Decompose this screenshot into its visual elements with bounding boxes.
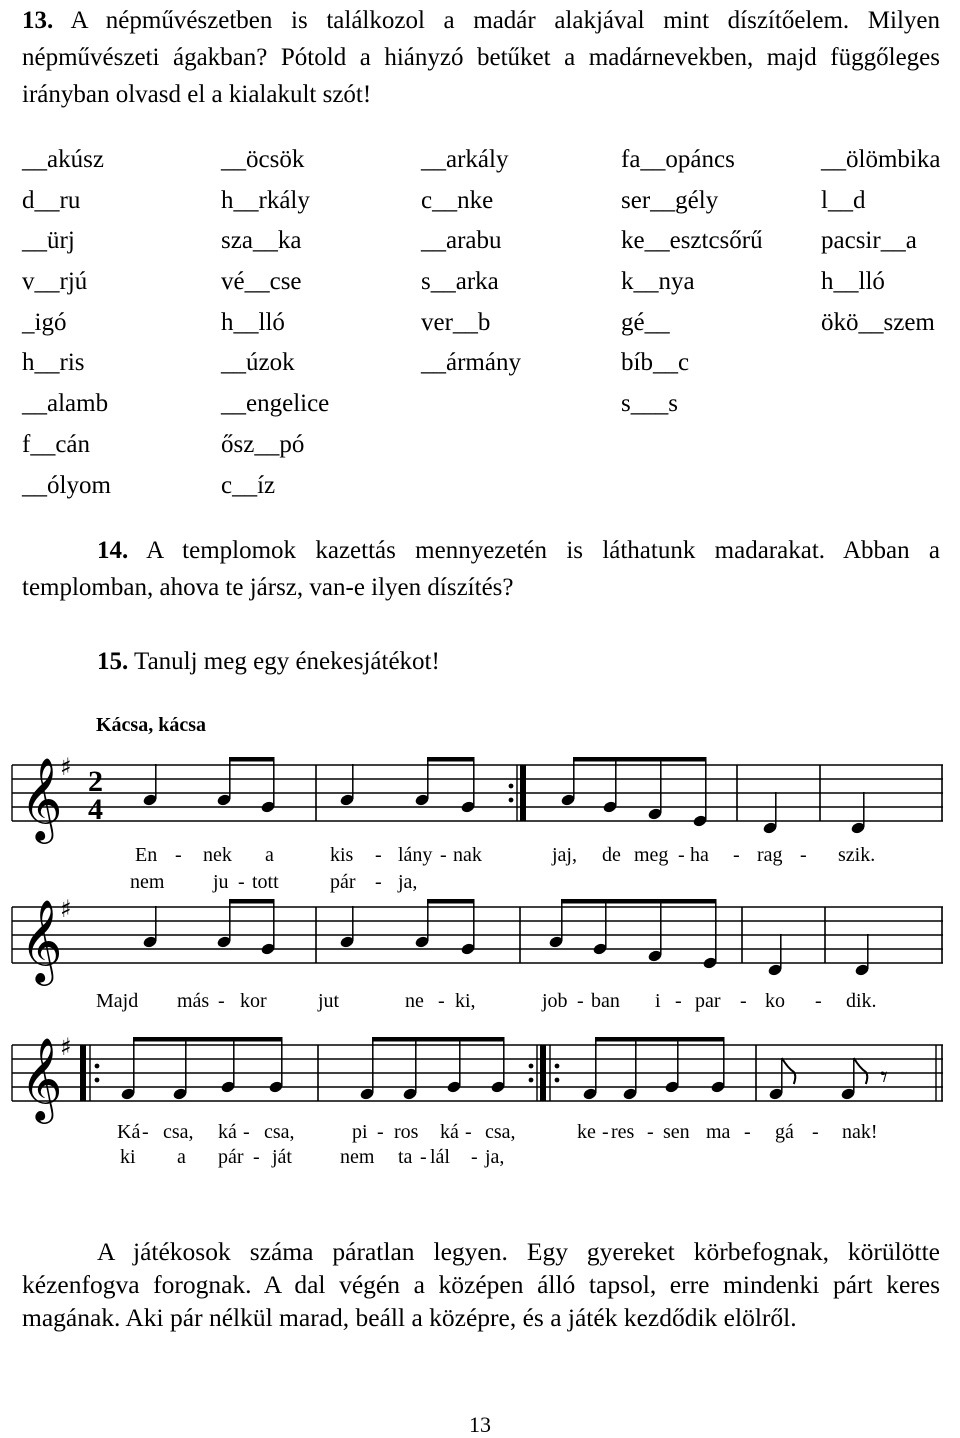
lyric-syllable: szik.: [838, 844, 876, 866]
bird-name-puzzle: ser__gély: [621, 186, 719, 214]
lyric-syllable: nem: [130, 871, 165, 893]
treble-clef-icon: 𝄞: [20, 898, 63, 982]
lyric-syllable: -: [218, 990, 225, 1012]
song-title: Kácsa, kácsa: [96, 714, 206, 736]
bird-name-puzzle: sza__ka: [221, 227, 302, 255]
note-beam: [427, 899, 475, 904]
lyric-syllable: a: [265, 844, 274, 866]
repeat-dot: [529, 1078, 534, 1083]
lyric-syllable: pár: [218, 1146, 244, 1168]
lyric-syllable: ká: [218, 1121, 237, 1143]
lyric-syllable: ko: [765, 990, 785, 1012]
lyric-syllable: -: [253, 1146, 260, 1168]
lyric-syllable: -: [678, 844, 685, 866]
bird-column-3: [421, 140, 521, 384]
bird-name-puzzle: __alamb: [22, 390, 109, 418]
page-number: 13: [469, 1412, 491, 1437]
bird-name-puzzle: __arkály: [421, 146, 509, 173]
repeat-dot: [95, 1078, 100, 1083]
lyric-syllable: -: [440, 844, 447, 866]
lyric-syllable: Ká: [117, 1121, 141, 1143]
bird-name-puzzle: __akúsz: [22, 146, 104, 173]
lyric-syllable: -: [377, 1121, 384, 1143]
task-13-number: 13.: [22, 7, 54, 34]
bird-column-1: [22, 140, 111, 506]
bird-name-puzzle: d__ru: [22, 186, 81, 214]
thick-barline: [520, 765, 526, 821]
lyric-syllable: ta: [398, 1146, 413, 1168]
bird-name-puzzle: h__lló: [821, 268, 885, 296]
lyric-syllable: -: [744, 1121, 751, 1143]
lyric-syllable: ban: [591, 990, 620, 1012]
lyric-syllable: jaj,: [552, 844, 577, 866]
lyric-syllable: -: [238, 871, 245, 893]
bird-name-puzzle: __ármány: [421, 349, 521, 377]
lyric-syllable: nak!: [842, 1121, 878, 1143]
lyric-syllable: tott: [252, 871, 279, 893]
lyric-syllable: -: [375, 844, 382, 866]
lyric-syllable: nem: [340, 1146, 375, 1168]
thick-barline: [80, 1045, 86, 1101]
task-15-text: Tanulj meg egy énekesjátékot!: [128, 648, 440, 675]
lyric-syllable: i: [655, 990, 661, 1012]
bird-name-puzzle: c__nke: [421, 186, 494, 214]
bird-name-puzzle: h__ris: [22, 349, 85, 377]
repeat-dot: [555, 1064, 560, 1069]
bird-name-puzzle: __úzok: [221, 349, 295, 377]
bird-name-puzzle: fa__opáncs: [621, 146, 735, 173]
note-beam: [561, 899, 717, 904]
bird-column-2: [221, 140, 329, 506]
task-15-number: 15.: [97, 648, 129, 675]
lyric-syllable: de: [602, 844, 621, 866]
music-staff-3: [0, 1015, 960, 1135]
bird-name-puzzle: vé__cse: [221, 268, 302, 296]
task-14-number: 14.: [97, 537, 129, 564]
lyric-syllable: csa,: [485, 1121, 516, 1143]
lyric-syllable: pár: [330, 871, 356, 893]
repeat-dot: [509, 798, 514, 803]
lyric-syllable: sen: [663, 1121, 690, 1143]
bird-name-puzzle: k__nya: [621, 268, 695, 296]
sharp-icon: ♯: [60, 895, 72, 923]
lyric-syllable: ját: [272, 1146, 292, 1168]
game-instructions-text: A játékosok száma páratlan legyen. Egy gyereket körbefognak, körülötte kézenfogva forognak. A dal végén a középen álló tapsol, erre mindenki párt keres magának. Aki pár nélkül marad, beáll a középre, és a játék kezdődik elölről.: [22, 1237, 940, 1332]
lyric-syllable: ha: [690, 844, 709, 866]
lyric-syllable: -: [602, 1121, 609, 1143]
lyric-syllable: -: [733, 844, 740, 866]
thick-barline: [540, 1045, 546, 1101]
lyric-syllable: ká: [440, 1121, 459, 1143]
bird-name-puzzle: ver__b: [421, 308, 491, 336]
repeat-dot: [529, 1064, 534, 1069]
lyric-syllable: ma: [706, 1121, 731, 1143]
lyric-syllable: ki,: [455, 990, 476, 1012]
lyric-syllable: par: [695, 990, 721, 1012]
bird-name-puzzle: ke__esztcsőrű: [621, 227, 763, 255]
bird-name-puzzle: __ölömbika: [821, 146, 941, 173]
lyric-syllable: En: [135, 844, 158, 866]
lyric-syllable: rag: [757, 844, 783, 866]
lyric-syllable: -: [800, 844, 807, 866]
lyric-syllable: -: [142, 1121, 149, 1143]
bird-name-puzzle: pacsir__a: [821, 227, 917, 255]
lyric-syllable: csa,: [264, 1121, 295, 1143]
lyric-syllable: -: [465, 1121, 472, 1143]
time-signature-top: 2: [88, 765, 103, 798]
sharp-icon: ♯: [60, 753, 72, 781]
lyric-syllable: -: [243, 1121, 250, 1143]
treble-clef-icon: 𝄞: [20, 756, 63, 840]
lyric-syllable: csa,: [163, 1121, 194, 1143]
lyric-syllable: lány: [398, 844, 433, 866]
lyric-syllable: -: [438, 990, 445, 1012]
bird-column-4: [621, 140, 763, 425]
eighth-rest-icon: 𝄾: [880, 1060, 888, 1095]
bird-name-puzzle: __ólyom: [22, 471, 111, 499]
lyric-syllable: -: [812, 1121, 819, 1143]
lyric-syllable: Majd: [96, 990, 139, 1012]
task-15: [22, 643, 940, 680]
bird-column-5: [821, 140, 940, 343]
repeat-dot: [95, 1064, 100, 1069]
lyric-syllable: -: [471, 1146, 478, 1168]
eighth-flag: [854, 1058, 868, 1084]
task-13: [22, 2, 940, 113]
lyric-syllable: -: [740, 990, 747, 1012]
task-14: [22, 532, 940, 606]
lyric-syllable: ja,: [485, 1146, 505, 1168]
task-14-text: A templomok kazettás mennyezetén is láthatunk madarakat. Abban a templomban, ahova te jársz, van-e ilyen díszítés?: [22, 537, 940, 601]
bird-name-puzzle: l__d: [821, 186, 866, 214]
note-beam: [133, 1037, 283, 1042]
bird-name-puzzle: s__arka: [421, 268, 499, 296]
bird-name-puzzle: __engelice: [221, 390, 330, 418]
note-beam: [573, 757, 707, 762]
lyric-syllable: gá: [775, 1121, 794, 1143]
bird-name-puzzle: s___s: [621, 390, 678, 418]
lyric-syllable: ki: [120, 1146, 136, 1168]
note-beam: [229, 899, 275, 904]
note-beam: [372, 1037, 505, 1042]
note-beam: [427, 757, 475, 762]
lyric-syllable: dik.: [846, 990, 877, 1012]
lyric-syllable: ros: [394, 1121, 419, 1143]
treble-clef-icon: 𝄞: [20, 1036, 63, 1120]
bird-name-puzzle: __arabu: [421, 227, 502, 255]
music-staff-1: [0, 735, 960, 855]
note-beam: [229, 757, 275, 762]
lyric-syllable: -: [675, 990, 682, 1012]
lyric-syllable: ne: [405, 990, 424, 1012]
lyric-syllable: pi: [352, 1121, 368, 1143]
repeat-dot: [555, 1078, 560, 1083]
lyric-syllable: lál: [430, 1146, 450, 1168]
time-signature-bottom: 4: [88, 793, 103, 826]
bird-name-puzzle: ősz__pó: [221, 430, 305, 458]
lyric-syllable: más: [177, 990, 210, 1012]
bird-name-puzzle: bíb__c: [621, 349, 690, 377]
lyric-syllable: ke: [577, 1121, 596, 1143]
lyric-syllable: res: [611, 1121, 635, 1143]
game-instructions: [22, 1235, 940, 1334]
bird-name-puzzle: gé__: [621, 308, 670, 336]
repeat-dot: [509, 784, 514, 789]
music-staff-2: [0, 877, 960, 997]
sharp-icon: ♯: [60, 1033, 72, 1061]
lyric-syllable: -: [175, 844, 182, 866]
task-13-text: A népművészetben is találkozol a madár alakjával mint díszítőelem. Milyen népművészeti ágakban? Pótold a hiányzó betűket a madárnevekben, majd függőleges irányban olvasd el a kialakult szót!: [22, 7, 940, 108]
lyric-syllable: -: [375, 871, 382, 893]
lyric-syllable: ju: [213, 871, 229, 893]
lyric-syllable: a: [177, 1146, 186, 1168]
bird-name-puzzle: h__rkály: [221, 186, 310, 214]
eighth-flag: [782, 1058, 796, 1084]
lyric-syllable: ja,: [398, 871, 418, 893]
lyric-syllable: -: [815, 990, 822, 1012]
bird-name-puzzle: v__rjú: [22, 268, 88, 296]
lyric-syllable: kis: [330, 844, 354, 866]
bird-name-puzzle: __öcsök: [221, 146, 305, 173]
lyric-syllable: -: [420, 1146, 427, 1168]
bird-name-puzzle: f__cán: [22, 430, 91, 458]
lyric-syllable: nek: [203, 844, 232, 866]
lyric-syllable: meg: [634, 844, 669, 866]
lyric-syllable: nak: [453, 844, 482, 866]
lyric-syllable: kor: [240, 990, 267, 1012]
lyric-syllable: -: [577, 990, 584, 1012]
bird-name-puzzle: ökö__szem: [821, 308, 935, 336]
lyric-syllable: jut: [318, 990, 340, 1012]
note-beam: [595, 1037, 725, 1042]
bird-name-puzzle: _igó: [22, 308, 67, 336]
lyric-syllable: -: [647, 1121, 654, 1143]
bird-name-puzzle: __ürj: [22, 227, 75, 255]
lyric-syllable: job: [542, 990, 568, 1012]
bird-name-puzzle: c__íz: [221, 471, 276, 499]
bird-name-puzzle: h__lló: [221, 308, 285, 336]
